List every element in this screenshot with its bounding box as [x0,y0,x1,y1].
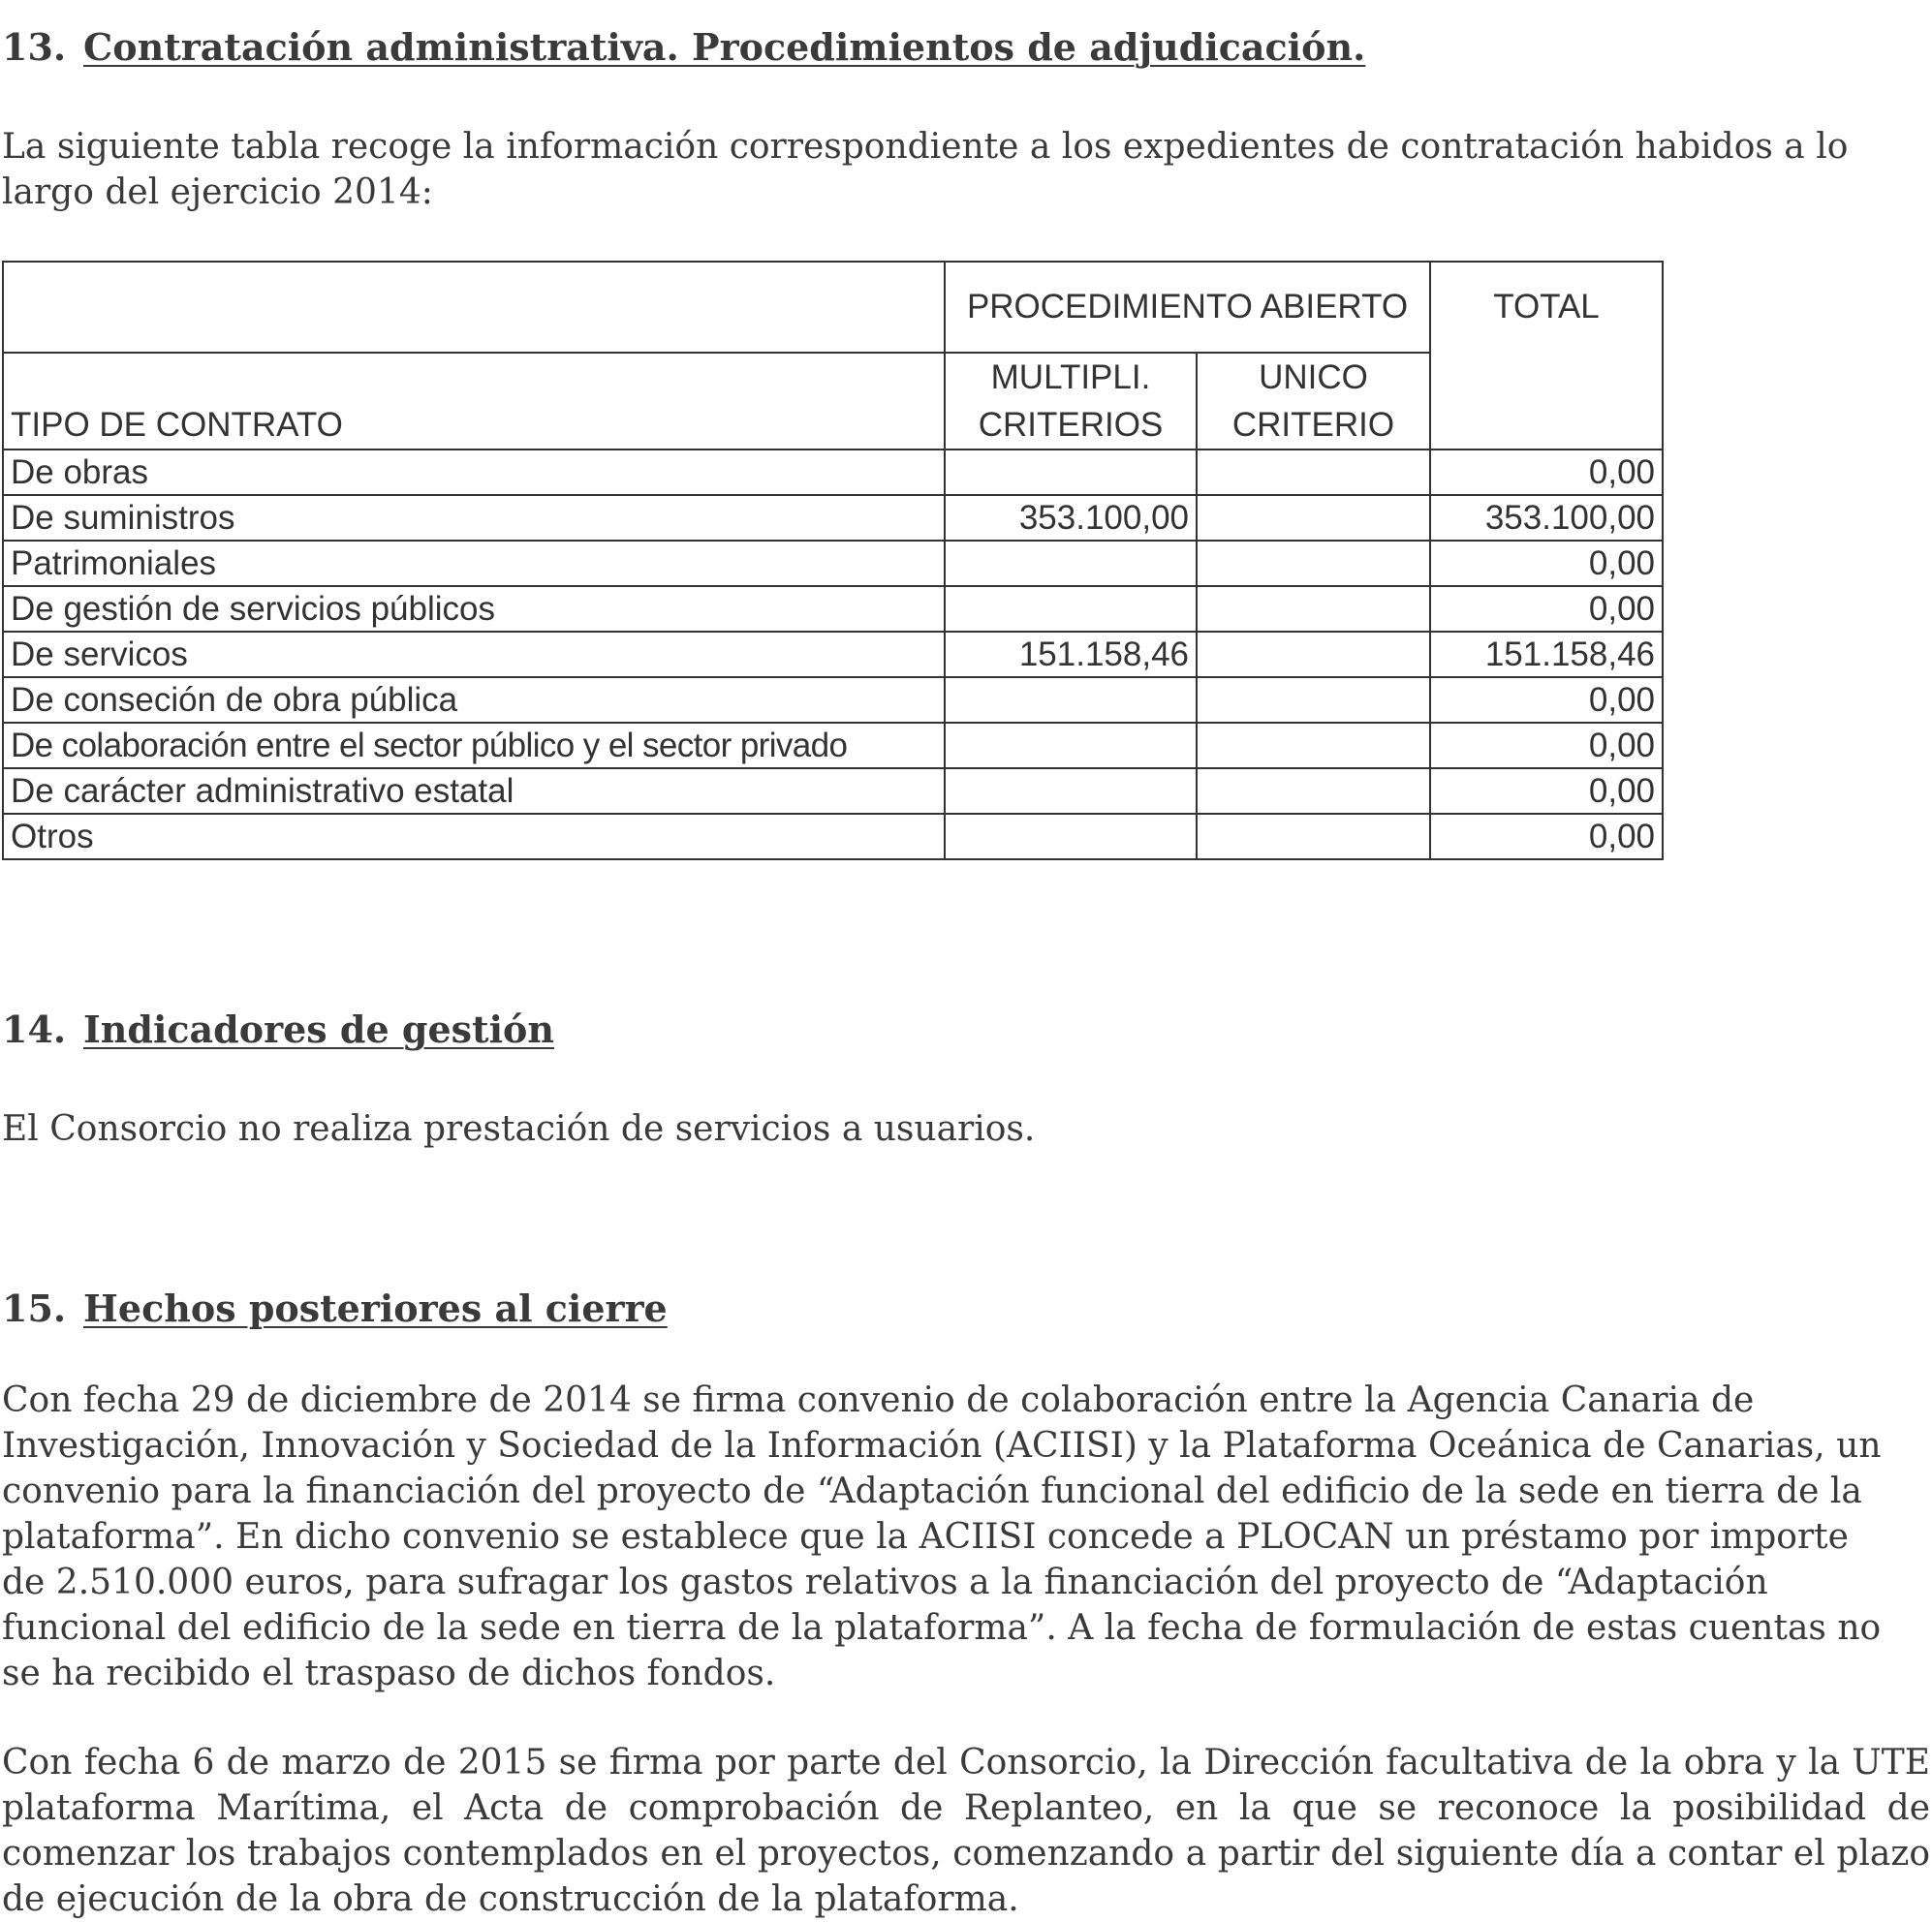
cell-tipo: Otros [3,814,945,859]
header-multi-line2: CRITERIOS [978,406,1164,444]
cell-tipo: De suministros [3,495,945,541]
table-row [3,495,1663,541]
cell-multi [945,541,1197,586]
section-13-number: 13. [2,25,67,69]
section-15-paragraph-1: Con fecha 29 de diciembre de 2014 se firma convenio de colaboración entre la Agencia Canaria de Investigación, Innovación y Sociedad de la Información (ACIISI) y la Plataforma Oceánica de Canarias, un convenio para la financiación del proyecto de “Adaptación funcional del edificio de la sede en tierra de la plataforma”. En dicho convenio se establece que la ACIISI concede a PLOCAN un préstamo por importe de 2.510.000 euros, para sufragar los gastos relativos a la financiación del proyecto de “Adaptación funcional del edificio de la sede en tierra de la plataforma”. A la fecha de formulación de estas cuentas no se ha recibido el traspaso de dichos fondos. [2,1380,1882,1693]
header-unico-criterio [1197,353,1430,450]
cell-multi [945,450,1197,495]
cell-total: 151.158,46 [1430,632,1663,677]
cell-total: 0,00 [1430,723,1663,768]
table-header-row-2 [3,353,1663,450]
cell-unico [1197,677,1430,723]
section-14-text: El Consorcio no realiza prestación de servicios a usuarios. [2,1109,1036,1149]
section-15-title: Hechos posteriores al cierre [83,1286,668,1330]
header-unico-line1: UNICO [1259,358,1368,396]
table-row [3,632,1663,677]
cell-tipo: De servicos [3,632,945,677]
cell-total: 353.100,00 [1430,495,1663,541]
cell-multi [945,814,1197,859]
section-14-title: Indicadores de gestión [83,1008,554,1051]
cell-multi [945,586,1197,632]
table-row [3,541,1663,586]
cell-total: 0,00 [1430,450,1663,495]
contracts-table [2,261,1664,860]
cell-multi: 353.100,00 [945,495,1197,541]
section-13-title: Contratación administrativa. Procedimientos de adjudicación. [83,25,1366,69]
cell-multi: 151.158,46 [945,632,1197,677]
header-blank-cell [3,262,945,353]
cell-multi [945,723,1197,768]
header-unico-line2: CRITERIO [1231,406,1395,444]
section-13-intro: La siguiente tabla recoge la información correspondiente a los expedientes de contratación habidos a lo largo del ejercicio 2014: [2,127,1849,212]
header-procedimiento-abierto: PROCEDIMIENTO ABIERTO [945,262,1430,353]
cell-multi [945,677,1197,723]
header-multi-line1: MULTIPLI. [990,358,1151,396]
cell-unico [1197,586,1430,632]
cell-total: 0,00 [1430,541,1663,586]
table-row [3,677,1663,723]
section-14-number: 14. [2,1008,67,1051]
cell-total: 0,00 [1430,586,1663,632]
cell-tipo: Patrimoniales [3,541,945,586]
cell-multi [945,768,1197,814]
cell-tipo: De carácter administrativo estatal [3,768,945,814]
table-row [3,814,1663,859]
cell-unico [1197,768,1430,814]
cell-unico [1197,450,1430,495]
cell-tipo: De obras [3,450,945,495]
section-13-heading [2,23,1365,72]
header-multiples-criterios [945,353,1197,450]
section-15-heading [2,1285,668,1333]
cell-unico [1197,814,1430,859]
header-total: TOTAL [1430,262,1663,450]
cell-total: 0,00 [1430,814,1663,859]
cell-total: 0,00 [1430,768,1663,814]
cell-unico [1197,541,1430,586]
table-header-row-1 [3,262,1663,353]
cell-tipo: De gestión de servicios públicos [3,586,945,632]
table-row [3,586,1663,632]
cell-total: 0,00 [1430,677,1663,723]
section-15-number: 15. [2,1286,67,1330]
cell-tipo: De colaboración entre el sector público y el sector privado [3,723,945,768]
cell-unico [1197,632,1430,677]
section-15-paragraph-2: Con fecha 6 de marzo de 2015 se firma por parte del Consorcio, la Dirección facultativa de la obra y la UTE plataforma Marítima, el Acta de comprobación de Replanteo, en la que se reconoce la posibilidad de comenzar los trabajos contemplados en el proyectos, comenzando a partir del siguiente día a contar el plazo de ejecución de la obra de construcción de la plataforma. [2,1743,1930,1919]
table-row [3,450,1663,495]
table-row [3,768,1663,814]
section-14-heading [2,1006,554,1054]
cell-unico [1197,495,1430,541]
header-tipo-de-contrato: TIPO DE CONTRATO [3,353,945,450]
table-row [3,723,1663,768]
cell-unico [1197,723,1430,768]
cell-tipo: De conseción de obra pública [3,677,945,723]
